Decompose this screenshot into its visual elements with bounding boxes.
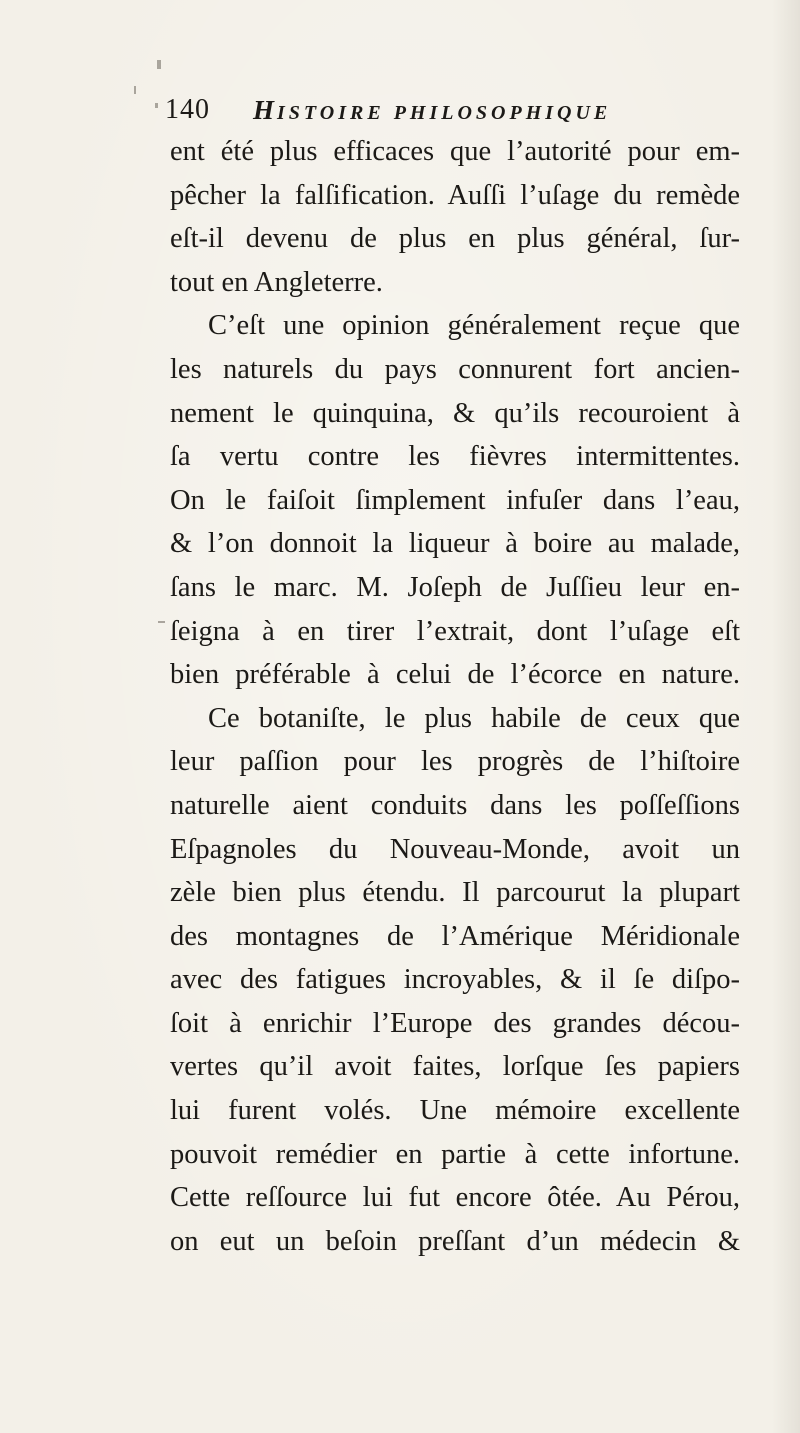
text-line: Ce botaniſte, le plus habile de ceux que — [208, 702, 740, 734]
text-line: tout en Angleterre. — [170, 266, 383, 298]
body-text — [170, 130, 740, 1263]
ink-speck — [134, 86, 136, 94]
text-line: des montagnes de l’Amérique Méridionale — [170, 920, 740, 952]
text-line: C’eſt une opinion généralement reçue que — [208, 310, 740, 342]
text-line: nement le quinquina, & qu’ils recouroient à — [170, 397, 740, 429]
ink-speck — [158, 621, 165, 623]
ink-speck — [157, 60, 161, 69]
text-line: Eſpagnoles du Nouveau-Monde, avoit un — [170, 833, 740, 865]
running-title — [253, 92, 611, 131]
text-line: ſa vertu contre les fièvres intermittentes. — [170, 441, 740, 473]
running-title-initial: H — [253, 95, 278, 125]
text-line: ſoit à enrichir l’Europe des grandes décou- — [170, 1007, 740, 1039]
text-line: eſt-il devenu de plus en plus général, ſur- — [170, 223, 740, 255]
text-line: avec des fatigues incroyables, & il ſe diſpo- — [170, 964, 740, 996]
text-line: & l’on donnoit la liqueur à boire au malade, — [170, 528, 740, 560]
running-title-word-1: ISTOIRE — [277, 102, 394, 124]
text-line: ſeigna à en tirer l’extrait, dont l’uſage eſt — [170, 615, 740, 647]
text-line: pêcher la falſification. Auſſi l’uſage du remède — [170, 179, 740, 211]
running-title-word-2: PHILOSOPHIQUE — [393, 102, 612, 124]
text-line: pouvoit remédier en partie à cette infortune. — [170, 1138, 740, 1170]
text-line: bien préférable à celui de l’écorce en nature. — [170, 659, 740, 691]
text-line: lui furent volés. Une mémoire excellente — [170, 1095, 740, 1127]
text-line: Cette reſſource lui fut encore ôtée. Au Pérou, — [170, 1182, 740, 1214]
text-line: les naturels du pays connurent fort ancien- — [170, 353, 740, 385]
text-line: naturelle aient conduits dans les poſſeſſions — [170, 789, 740, 821]
text-line: vertes qu’il avoit faites, lorſque ſes papiers — [170, 1051, 740, 1083]
running-header — [165, 92, 740, 128]
text-line: zèle bien plus étendu. Il parcourut la plupart — [170, 877, 740, 909]
page-edge-shadow — [772, 0, 800, 1433]
text-line: on eut un beſoin preſſant d’un médecin & — [170, 1225, 740, 1257]
text-line: On le faiſoit ſimplement infuſer dans l’eau, — [170, 484, 740, 516]
text-line: ſans le marc. M. Joſeph de Juſſieu leur en- — [170, 571, 740, 603]
text-line: ent été plus efficaces que l’autorité pour em- — [170, 136, 740, 167]
text-line: leur paſſion pour les progrès de l’hiſtoire — [170, 746, 740, 778]
page-number: 140 — [165, 94, 210, 125]
ink-speck — [155, 103, 158, 108]
